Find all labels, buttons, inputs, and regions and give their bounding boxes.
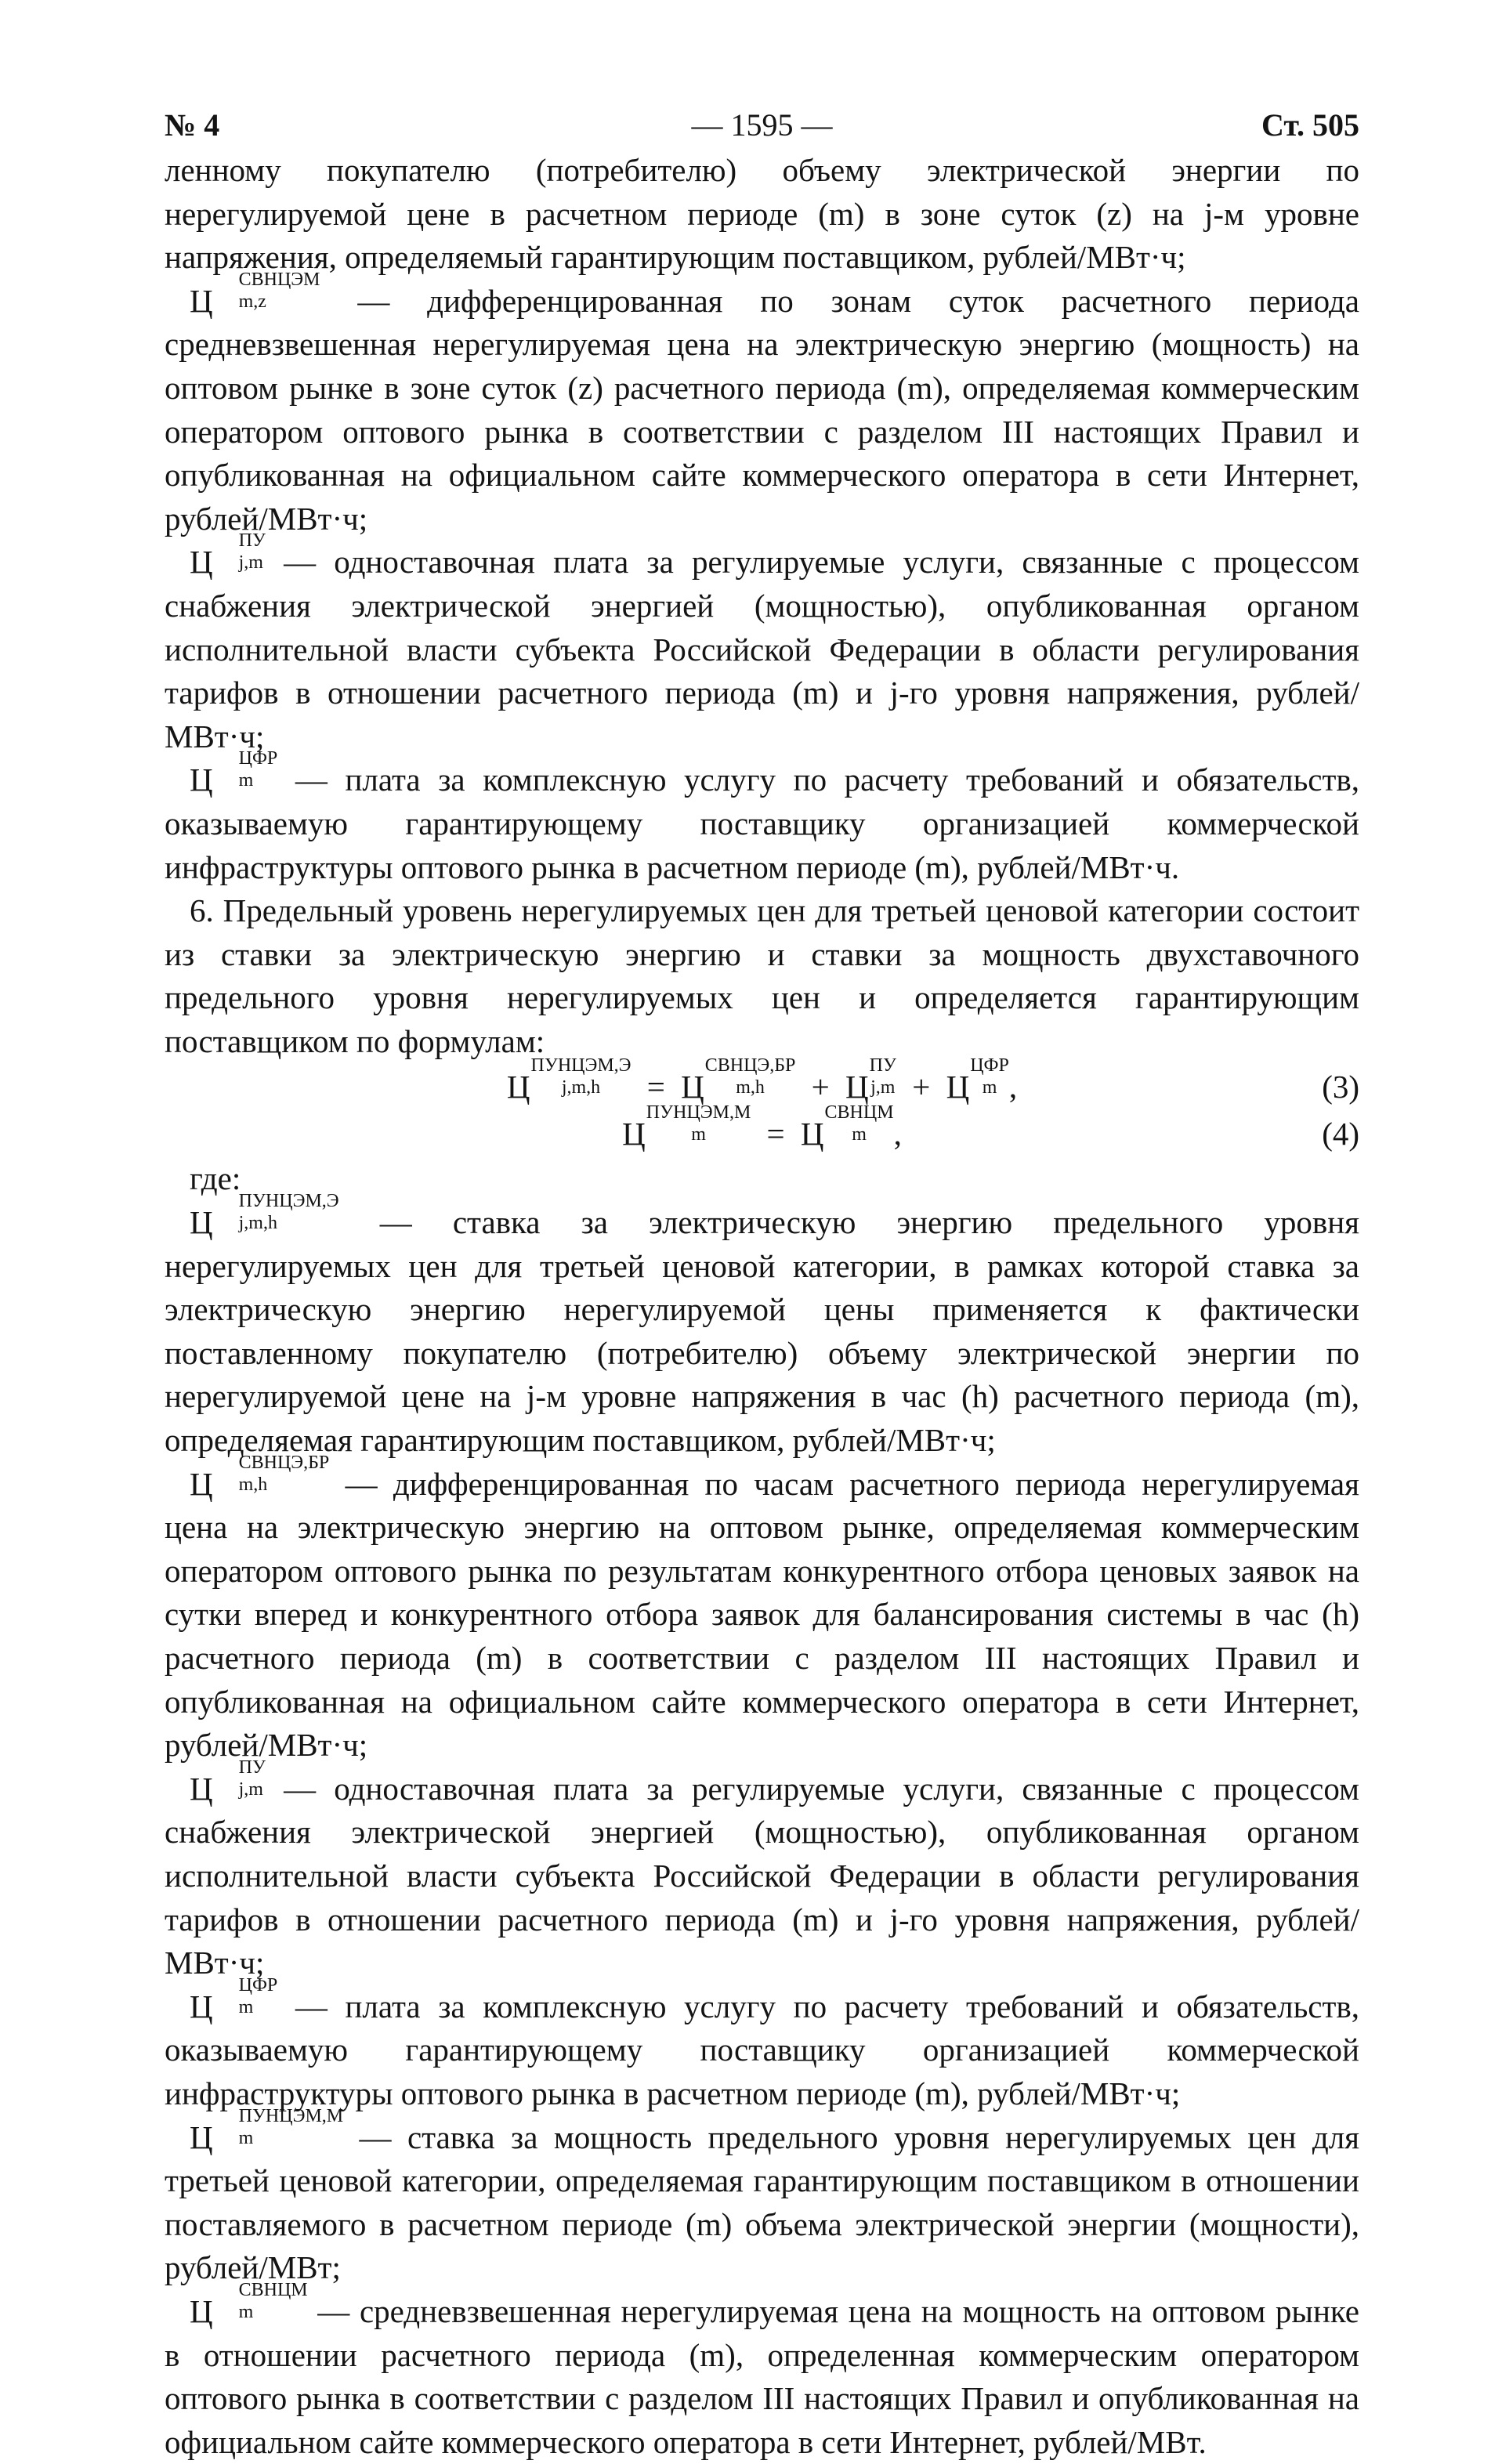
definition-punc-m <box>165 2105 1360 2290</box>
symbol-pu: Ц ПУ j,m <box>190 1757 266 1807</box>
where-label: где: <box>190 1160 241 1197</box>
symbol-punc-m: Ц ПУНЦЭМ,М m <box>190 2105 344 2155</box>
definition-text: — плата за комплексную услугу по расчету требований и обязательств, оказываемую гарантирующему поставщику организацией коммерческой инфраструктуры оптового рынка в расчетном периоде (m), рублей/МВт·ч. <box>165 762 1360 885</box>
formula-4-expression: Ц ПУНЦЭМ,М m = Ц СВНЦМ m , <box>622 1102 902 1152</box>
symbol-pu: Ц ПУ j,m <box>190 530 266 581</box>
formula-3 <box>165 1055 1359 1110</box>
definition-text: — одноставочная плата за регулируемые услуги, связанные с процессом снабжения электрической энергией (мощностью), опубликованная органом исполнительной власти субъекта Российской Федерации в области регулирования тарифов в отношении расчетного периода (m) и j-го уровня напряжения, рублей/МВт·ч; <box>165 544 1360 754</box>
definition-cfr <box>165 748 1360 889</box>
symbol-svnc-br: Ц СВНЦЭ,БР m,h <box>190 1452 330 1502</box>
definition-svnc-br <box>165 1452 1359 1767</box>
formula-4-number: (4) <box>1322 1116 1359 1152</box>
continued-paragraph: ленному покупателю (потребителю) объему электрической энергии по нерегулируемой цене в расчетном периоде (m) в зоне суток (z) на j-м уровне напряжения, определяемый гарантирующим поставщиком, рублей/МВт·ч; <box>165 152 1359 276</box>
definition-text: — ставка за мощность предельного уровня нерегулируемых цен для третьей ценовой категории, определяемая гарантирующим поставщиком в отношении поставляемого в расчетном периоде (m) объема электрической энергии (мощности), рублей/МВт; <box>165 2118 1360 2286</box>
document-body <box>165 149 1359 2464</box>
definition-svnc-em <box>165 269 1360 541</box>
definition-punc-e <box>165 1191 1360 1463</box>
definition-text: — ставка за электрическую энергию предельного уровня нерегулируемых цен для третьей ценовой категории, в рамках которой ставка за электрическую энергию нерегулируемой цены применяется к фактически поставленному покупателю (потребителю) объему электрической энергии по нерегулируемой цене на j-м уровне напряжения в час (h) расчетного периода (m), определяемая гарантирующим поставщиком, рублей/МВт·ч; <box>165 1204 1360 1459</box>
definition-text: — дифференцированная по часам расчетного периода нерегулируемая цена на электрическую энергию на оптовом рынке, определяемая коммерческим оператором оптового рынка по результатам конкурентного отбора ценовых заявок на сутки вперед и конкурентного отбора заявок для балансирования системы в час (h) расчетного периода (m) в соответствии с разделом III настоящих Правил и опубликованная на официальном сайте коммерческого оператора в сети Интернет, рублей/МВт·ч; <box>165 1465 1359 1764</box>
formula-3-expression: Ц ПУНЦЭМ,Э j,m,h = Ц СВНЦЭ,БР m,h + Ц ПУ j,m + Ц ЦФР m , <box>506 1055 1018 1105</box>
definition-text: — средневзвешенная нерегулируемая цена на мощность на оптовом рынке в отношении расчетного периода (m), определенная коммерческим оператором оптового рынка в соответствии с разделом III настоящих Правил и опубликованная на официальном сайте коммерческого оператора в сети Интернет, рублей/МВт. <box>165 2292 1359 2460</box>
document-page <box>165 102 1359 2464</box>
symbol-punc-e: Ц ПУНЦЭМ,Э j,m,h <box>190 1191 339 1241</box>
definition-pu <box>165 530 1360 758</box>
article-number: Ст. 505 <box>1261 107 1359 143</box>
formula-4 <box>165 1102 1359 1157</box>
symbol-svncm: Ц СВНЦМ m <box>190 2279 308 2329</box>
definition-text: — дифференцированная по зонам суток расчетного периода средневзвешенная нерегулируемая цена на электрическую энергию (мощность) на оптовом рынке в зоне суток (z) расчетного периода (m), определяемая коммерческим оператором оптового рынка в соответствии с разделом III настоящих Правил и опубликованная на официальном сайте коммерческого оператора в сети Интернет, рублей/МВт·ч; <box>165 282 1360 537</box>
page-header <box>165 102 1359 149</box>
definition-cfr-2 <box>165 1974 1360 2116</box>
definition-pu-2 <box>165 1757 1360 1985</box>
paragraph-6: 6. Предельный уровень нерегулируемых цен для третьей ценовой категории состоит из ставки за электрическую энергию и ставки за мощность двухставочного предельного уровня нерегулируемых цен и определяется гарантирующим поставщиком по формулам: <box>165 892 1359 1059</box>
definition-text: — плата за комплексную услугу по расчету требований и обязательств, оказываемую гарантирующему поставщику организацией коммерческой инфраструктуры оптового рынка в расчетном периоде (m), рублей/МВт·ч; <box>165 1988 1360 2111</box>
symbol-cfr: Ц ЦФР m <box>190 748 278 798</box>
symbol-svnc-em: Ц СВНЦЭМ m,z <box>190 269 320 319</box>
symbol-cfr: Ц ЦФР m <box>190 1974 278 2024</box>
issue-number: № 4 <box>165 107 220 143</box>
definition-text: — одноставочная плата за регулируемые услуги, связанные с процессом снабжения электрической энергией (мощностью), опубликованная органом исполнительной власти субъекта Российской Федерации в области регулирования тарифов в отношении расчетного периода (m) и j-го уровня напряжения, рублей/МВт·ч; <box>165 1770 1360 1981</box>
definition-svncm <box>165 2279 1359 2464</box>
page-number: — 1595 — <box>691 107 833 143</box>
formula-3-number: (3) <box>1322 1069 1359 1105</box>
